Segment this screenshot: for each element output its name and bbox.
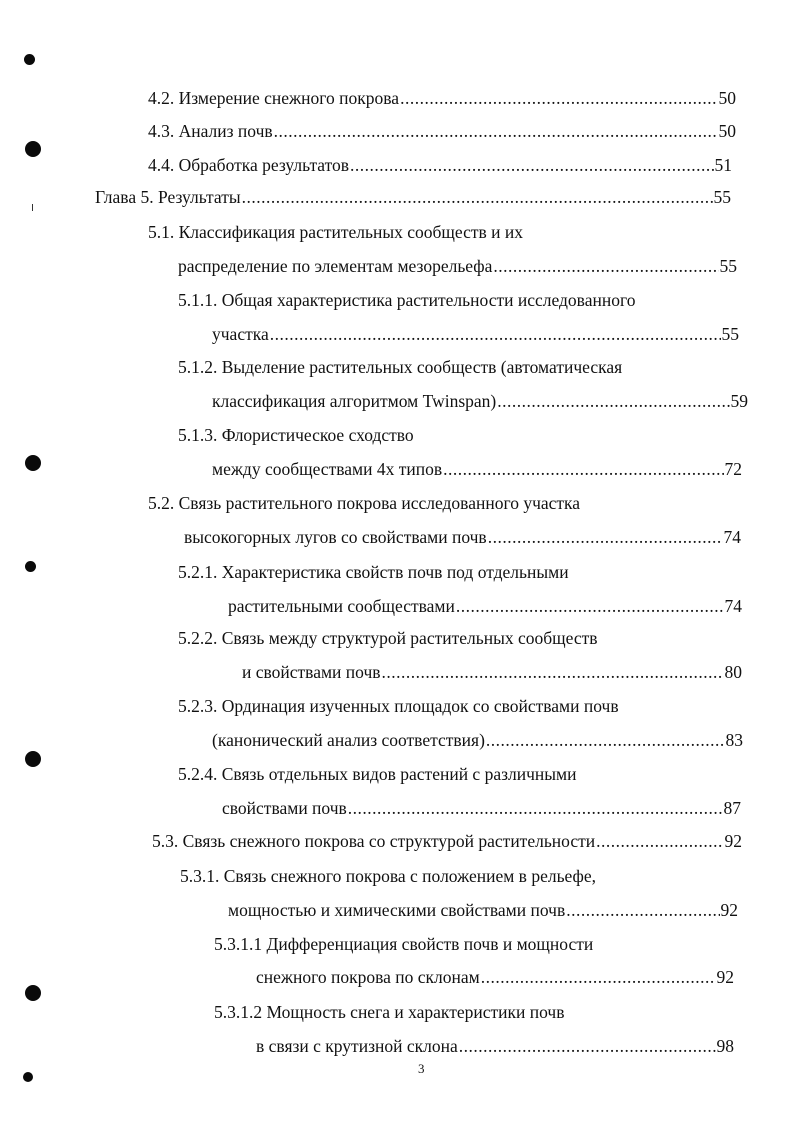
dot-leader <box>382 661 724 683</box>
dot-leader <box>488 526 723 548</box>
toc-entry-title: 5.3. Связь снежного покрова со структурой растительности <box>152 831 596 851</box>
toc-page-number: 50 <box>718 88 736 108</box>
toc-entry-5-3-1-2-title[interactable]: 5.3.1.2 Мощность снега и характеристики почв <box>214 1002 565 1022</box>
toc-entry-5-1-title[interactable]: 5.1. Классификация растительных сообществ и их <box>148 222 523 242</box>
toc-entry-5-2-2-title[interactable]: 5.2.2. Связь между структурой растительных сообществ <box>178 628 598 648</box>
toc-page-number: 55 <box>719 256 737 276</box>
dot-leader <box>350 154 713 176</box>
toc-page-number: 98 <box>716 1036 734 1056</box>
dot-leader <box>456 595 724 617</box>
dot-leader <box>443 458 723 480</box>
dot-leader <box>459 1035 716 1057</box>
toc-entry-5-1-1-title[interactable]: 5.1.1. Общая характеристика растительности исследованного <box>178 290 636 310</box>
toc-entry-title: между сообществами 4х типов <box>212 459 443 479</box>
toc-page-number: 92 <box>716 967 734 987</box>
toc-entry-4-4[interactable] <box>148 154 732 176</box>
toc-page-number: 55 <box>721 324 739 344</box>
toc-entry-5-1-2-title[interactable]: 5.1.2. Выделение растительных сообществ (автоматическая <box>178 357 623 377</box>
toc-entry-5-2-4[interactable] <box>222 797 741 819</box>
dot-leader <box>242 186 713 208</box>
punch-hole <box>25 751 41 767</box>
toc-page-number: 72 <box>724 459 742 479</box>
toc-entry-title: высокогорных лугов со свойствами почв <box>184 527 487 547</box>
punch-hole <box>25 455 41 471</box>
dot-leader <box>493 255 718 277</box>
dot-leader <box>566 899 719 921</box>
toc-entry-5-2-title[interactable]: 5.2. Связь растительного покрова исследованного участка <box>148 493 581 513</box>
page-number: 3 <box>418 1061 425 1076</box>
toc-entry-5-2-4-title[interactable]: 5.2.4. Связь отдельных видов растений с различными <box>178 764 577 784</box>
punch-hole <box>25 985 41 1001</box>
toc-entry-5-3-1-1-title[interactable]: 5.3.1.1 Дифференциация свойств почв и мощности <box>214 934 594 954</box>
toc-entry-5-3-1-title[interactable]: 5.3.1. Связь снежного покрова с положением в рельефе, <box>180 866 597 886</box>
dot-leader <box>348 797 723 819</box>
dot-leader <box>274 120 718 142</box>
toc-entry-title: мощностью и химическими свойствами почв <box>228 900 566 920</box>
toc-page-number: 59 <box>730 391 748 411</box>
toc-entry-4-2[interactable] <box>148 87 736 109</box>
toc-entry-5-3-1-2[interactable] <box>256 1035 734 1057</box>
punch-hole <box>25 561 36 572</box>
toc-entry-5-2-3[interactable] <box>212 729 743 751</box>
toc-entry-5-3-1[interactable] <box>228 899 738 921</box>
toc-page-number: 83 <box>725 730 743 750</box>
toc-entry-5-1-2[interactable] <box>212 390 748 412</box>
toc-entry-title: снежного покрова по склонам <box>256 967 480 987</box>
punch-hole <box>24 54 35 65</box>
scan-mark <box>32 204 33 211</box>
toc-page-number: 92 <box>724 831 742 851</box>
toc-entry-title: (канонический анализ соответствия) <box>212 730 485 750</box>
punch-hole <box>23 1072 33 1082</box>
toc-entry-title: участка <box>212 324 269 344</box>
toc-entry-title: в связи с крутизной склона <box>256 1036 458 1056</box>
toc-entry-title: свойствами почв <box>222 798 347 818</box>
toc-entry-chapter-5[interactable] <box>95 186 731 208</box>
toc-page-number: 74 <box>723 527 741 547</box>
toc-page-number: 50 <box>718 121 736 141</box>
toc-entry-5-1-3[interactable] <box>212 458 742 480</box>
toc-entry-title: 4.4. Обработка результатов <box>148 155 350 175</box>
toc-entry-title: и свойствами почв <box>242 662 381 682</box>
toc-entry-5-1-3-title[interactable]: 5.1.3. Флористическое сходство <box>178 425 414 445</box>
toc-entry-title: растительными сообществами <box>228 596 455 616</box>
toc-page-number: 51 <box>714 155 732 175</box>
dot-leader <box>400 87 717 109</box>
toc-entry-title: Глава 5. Результаты <box>95 187 241 207</box>
toc-entry-5-3[interactable] <box>152 830 742 852</box>
punch-hole <box>25 141 41 157</box>
toc-entry-title: 4.3. Анализ почв <box>148 121 273 141</box>
toc-entry-5-1-1[interactable] <box>212 323 739 345</box>
toc-entry-title: распределение по элементам мезорельефа <box>178 256 493 276</box>
toc-page-number: 92 <box>720 900 738 920</box>
toc-page-number: 87 <box>723 798 741 818</box>
toc-entry-5-3-1-1[interactable] <box>256 966 734 988</box>
toc-entry-title: 4.2. Измерение снежного покрова <box>148 88 400 108</box>
toc-entry-5-2-3-title[interactable]: 5.2.3. Ординация изученных площадок со свойствами почв <box>178 696 619 716</box>
dot-leader <box>486 729 725 751</box>
toc-entry-5-2-1[interactable] <box>228 595 742 617</box>
dot-leader <box>270 323 721 345</box>
toc-entry-5-2[interactable] <box>184 526 741 548</box>
toc-page-number: 55 <box>713 187 731 207</box>
dot-leader <box>481 966 716 988</box>
dot-leader <box>497 390 729 412</box>
toc-entry-title: классификация алгоритмом Twinspan) <box>212 391 497 411</box>
toc-page-number: 74 <box>724 596 742 616</box>
toc-entry-5-2-1-title[interactable]: 5.2.1. Характеристика свойств почв под отдельными <box>178 562 569 582</box>
toc-entry-5-1[interactable] <box>178 255 737 277</box>
toc-page-number: 80 <box>724 662 742 682</box>
toc-entry-4-3[interactable] <box>148 120 736 142</box>
toc-entry-5-2-2[interactable] <box>242 661 742 683</box>
dot-leader <box>596 830 723 852</box>
